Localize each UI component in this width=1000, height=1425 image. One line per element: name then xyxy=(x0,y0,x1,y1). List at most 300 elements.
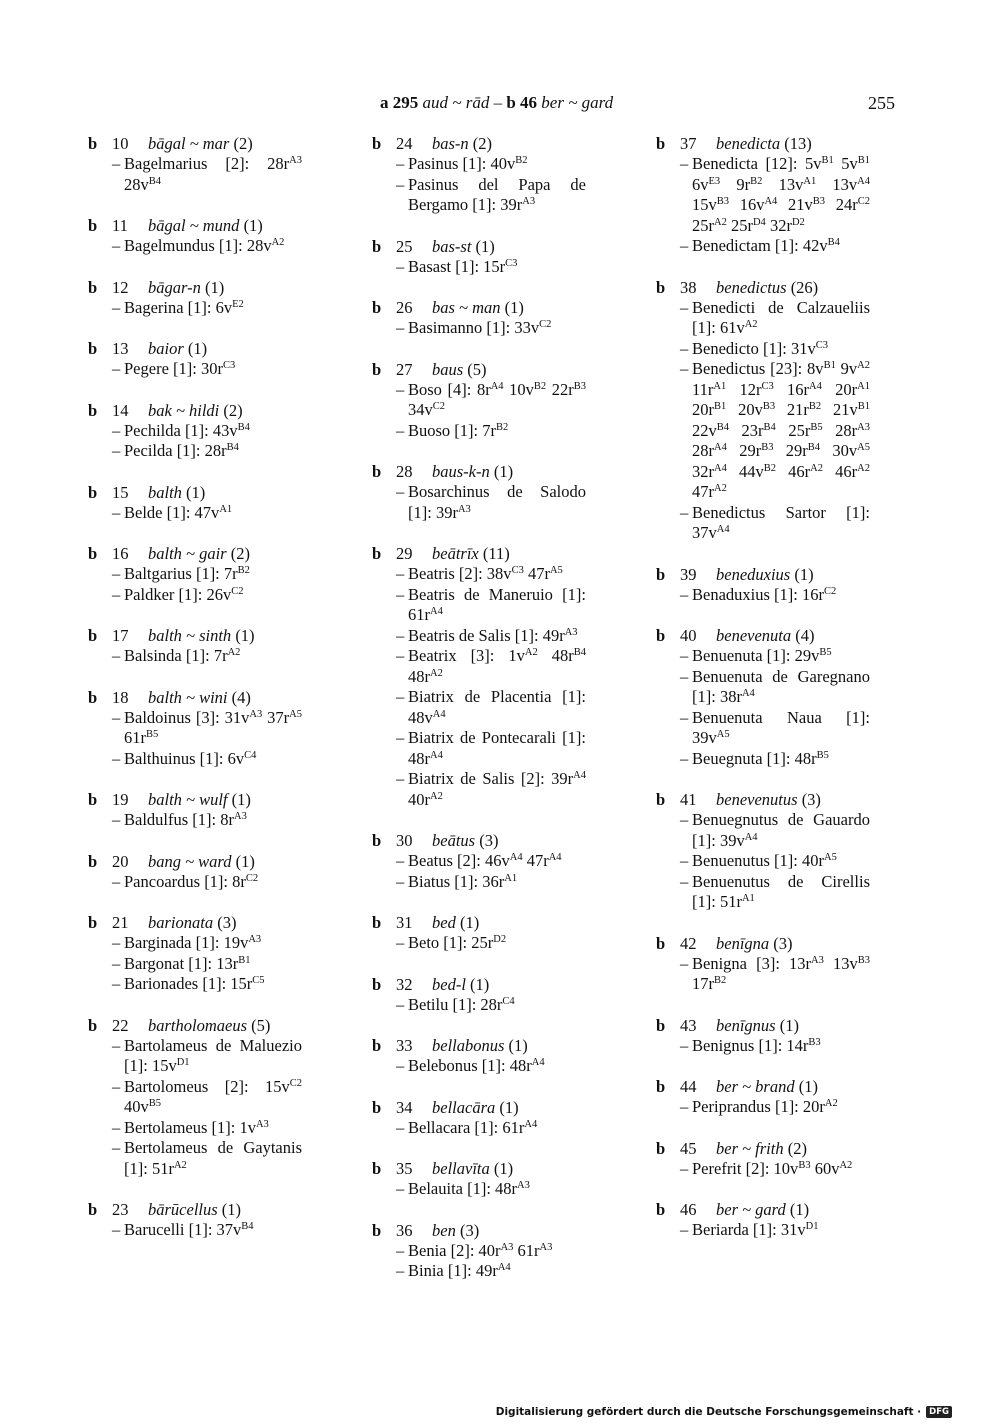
funding-footer xyxy=(496,1406,952,1418)
variant-row xyxy=(372,687,637,728)
variant-text xyxy=(124,564,302,585)
folio-superscript: B2 xyxy=(533,380,547,392)
folio-superscript: C2 xyxy=(539,319,552,330)
folio-superscript: C5 xyxy=(252,975,265,986)
folio-superscript: A1 xyxy=(504,872,518,884)
entry-count: (1) xyxy=(493,1159,514,1178)
entry-header xyxy=(88,626,353,646)
folio-superscript: C2 xyxy=(432,401,446,412)
folio-superscript: A3 xyxy=(248,934,262,945)
entry-header xyxy=(88,216,353,236)
variant-dash: – xyxy=(396,420,405,440)
entry-headword-group xyxy=(148,278,224,298)
variant-text xyxy=(692,1097,870,1118)
index-entry xyxy=(88,483,353,524)
variant-segment: 32r xyxy=(692,461,714,481)
entry-count: (3) xyxy=(801,790,821,809)
folio-superscript: B3 xyxy=(761,442,774,453)
variant-segment: 48r xyxy=(408,666,430,686)
variant-segment: Pechilda [1]: 43v xyxy=(124,420,238,440)
variant-segment: 60v xyxy=(810,1158,840,1178)
folio-superscript: A4 xyxy=(531,1057,545,1068)
entry-headword-group xyxy=(148,688,251,708)
entry-count: (1) xyxy=(186,482,206,502)
index-entry xyxy=(88,913,353,995)
variant-segment: 13v xyxy=(762,174,804,194)
variant-segment: 47r xyxy=(692,482,714,501)
entry-headword-group xyxy=(716,134,812,154)
variant-dash: – xyxy=(396,482,405,501)
variant-dash: – xyxy=(112,1138,121,1157)
entry-headword: ber ~ brand xyxy=(716,1077,795,1096)
entry-headword-group xyxy=(148,401,243,421)
folio-superscript: B5 xyxy=(819,647,832,658)
variant-dash: – xyxy=(112,236,121,255)
folio-superscript: B5 xyxy=(146,729,159,740)
variant-dash: – xyxy=(396,933,405,952)
entry-header xyxy=(372,1159,637,1179)
variant-row xyxy=(656,1097,921,1118)
folio-superscript: C2 xyxy=(857,196,870,207)
folio-superscript: D2 xyxy=(493,934,507,945)
variant-text xyxy=(408,1261,586,1282)
folio-superscript: A3 xyxy=(255,1118,269,1130)
entry-headword: balth ~ sinth xyxy=(148,626,232,645)
folio-superscript: D1 xyxy=(176,1057,190,1068)
variant-dash: – xyxy=(680,297,689,317)
variant-segment: 20r xyxy=(821,379,858,399)
variant-segment: Benedictus Sartor [1]: 37v xyxy=(692,502,870,542)
variant-dash: – xyxy=(396,687,405,706)
variant-text xyxy=(124,749,302,770)
entry-letter: b xyxy=(656,1015,666,1035)
entry-header xyxy=(656,1139,921,1159)
entry-number: 37 xyxy=(680,134,697,153)
variant-dash: – xyxy=(680,810,689,829)
entry-count: (4) xyxy=(795,626,815,645)
folio-superscript: C2 xyxy=(289,1077,302,1089)
entry-number: 41 xyxy=(680,790,697,809)
variant-dash: – xyxy=(112,748,121,768)
variant-row xyxy=(88,298,353,319)
variant-segment: Pasinus del Papa de Bergamo [1]: 39r xyxy=(408,174,586,214)
entry-count: (5) xyxy=(251,1015,271,1035)
entry-headword-group xyxy=(432,831,498,851)
folio-superscript: E3 xyxy=(708,175,721,187)
variant-text xyxy=(408,154,586,175)
entry-letter: b xyxy=(656,1138,666,1158)
variant-dash: – xyxy=(112,1076,121,1096)
index-entry xyxy=(88,790,353,831)
variant-text xyxy=(124,1077,302,1118)
entry-header xyxy=(88,544,353,564)
entry-letter: b xyxy=(372,1036,382,1055)
variant-text xyxy=(124,974,302,995)
folio-superscript: B4 xyxy=(148,175,162,187)
folio-superscript: A2 xyxy=(714,216,727,228)
variant-segment: 5v xyxy=(833,154,858,173)
variant-row xyxy=(372,175,637,216)
variant-text xyxy=(124,154,302,195)
entry-headword-group xyxy=(148,339,207,359)
folio-superscript: A3 xyxy=(517,1180,530,1191)
variant-segment: 10v xyxy=(503,379,534,399)
variant-dash: – xyxy=(112,154,121,173)
entry-count: (2) xyxy=(230,544,250,563)
variant-dash: – xyxy=(112,974,121,993)
running-header-b-head: ber ~ gard xyxy=(541,93,614,112)
entry-number: 32 xyxy=(396,974,413,994)
entry-headword-group xyxy=(716,934,793,954)
folio-superscript: B4 xyxy=(763,421,776,433)
variant-row xyxy=(88,1118,353,1139)
folio-superscript: A4 xyxy=(714,462,727,474)
entry-header xyxy=(656,1016,921,1036)
entry-letter: b xyxy=(372,831,382,850)
index-entry xyxy=(88,688,353,770)
folio-superscript: C2 xyxy=(823,585,837,597)
variant-dash: – xyxy=(396,1056,405,1075)
entry-header xyxy=(372,237,637,257)
variant-segment: 25r xyxy=(726,215,753,235)
entry-number: 45 xyxy=(680,1138,697,1158)
folio-superscript: B2 xyxy=(714,975,727,986)
folio-superscript: B2 xyxy=(750,175,763,187)
entry-count: (1) xyxy=(187,339,208,358)
folio-superscript: A4 xyxy=(497,1262,511,1273)
variant-row xyxy=(372,421,637,442)
variant-dash: – xyxy=(396,1117,405,1137)
variant-segment: 16r xyxy=(773,379,810,399)
variant-segment: Biatus [1]: 36r xyxy=(408,871,505,891)
variant-segment: 61r xyxy=(513,1240,540,1260)
variant-row xyxy=(372,851,637,872)
variant-row xyxy=(656,339,921,360)
entry-number: 11 xyxy=(112,216,128,235)
folio-superscript: B3 xyxy=(762,401,776,412)
variant-segment: 34v xyxy=(408,400,433,419)
entry-header xyxy=(372,462,637,482)
folio-superscript: C2 xyxy=(245,872,259,884)
variant-segment: Pancoardus [1]: 8r xyxy=(124,871,246,891)
entry-count: (1) xyxy=(779,1015,799,1035)
variant-dash: – xyxy=(396,174,405,194)
folio-superscript: A4 xyxy=(430,606,443,617)
variant-segment: 11r xyxy=(692,379,714,399)
entry-header xyxy=(88,483,353,503)
entry-headword: bellavīta xyxy=(432,1159,490,1178)
entry-count: (11) xyxy=(482,544,510,563)
entry-number: 33 xyxy=(396,1036,413,1055)
folio-superscript: C4 xyxy=(502,995,515,1007)
folio-superscript: A4 xyxy=(573,770,586,781)
variant-segment: Bagelmundus [1]: 28v xyxy=(124,236,272,255)
variant-segment: Benaduxius [1]: 16r xyxy=(692,584,824,604)
variant-text xyxy=(408,687,586,728)
entry-count: (2) xyxy=(787,1138,807,1158)
running-header-a: a 295 xyxy=(380,93,419,112)
entry-count: (1) xyxy=(499,1097,519,1117)
variant-text xyxy=(692,646,870,667)
entry-letter: b xyxy=(656,626,666,645)
folio-superscript: C3 xyxy=(222,360,236,371)
entry-count: (1) xyxy=(508,1036,528,1055)
variant-text xyxy=(408,851,586,872)
variant-text xyxy=(692,1036,870,1057)
entry-header xyxy=(88,401,353,421)
variant-segment: 16v xyxy=(729,195,765,214)
folio-superscript: A3 xyxy=(289,155,302,166)
variant-segment: Benedicto [1]: 31v xyxy=(692,338,816,358)
entry-headword-group xyxy=(432,913,479,933)
entry-header xyxy=(88,278,353,298)
folio-superscript: B2 xyxy=(496,421,509,433)
variant-text xyxy=(408,1056,586,1077)
entry-headword-group xyxy=(432,134,492,154)
variant-segment: Biatrix de Pontecarali [1]: 48r xyxy=(408,728,586,768)
entry-headword-group xyxy=(148,913,236,933)
entry-letter: b xyxy=(88,216,98,235)
variant-dash: – xyxy=(680,584,689,604)
variant-row xyxy=(88,749,353,770)
variant-row xyxy=(656,359,921,503)
variant-row xyxy=(656,1220,921,1241)
variant-segment: 22r xyxy=(546,379,574,399)
entry-count: (1) xyxy=(789,1200,810,1219)
variant-text xyxy=(408,769,586,810)
entry-count: (3) xyxy=(459,1220,480,1240)
variant-text xyxy=(692,851,870,872)
variant-segment: Bagelmarius [2]: 28r xyxy=(124,154,290,173)
variant-text xyxy=(692,1220,870,1241)
variant-segment: Benuenuta de Garegnano [1]: 38r xyxy=(692,666,870,706)
entry-headword: benīgna xyxy=(716,933,770,953)
folio-superscript: A4 xyxy=(432,708,446,720)
variant-row xyxy=(372,585,637,626)
variant-dash: – xyxy=(680,154,689,173)
entry-header xyxy=(656,134,921,154)
variant-text xyxy=(124,646,302,667)
entry-count: (1) xyxy=(231,790,251,809)
variant-text xyxy=(408,564,586,585)
folio-superscript: A5 xyxy=(857,442,870,453)
index-entry xyxy=(88,852,353,893)
folio-superscript: A1 xyxy=(857,380,870,392)
variant-segment: 12r xyxy=(726,379,762,399)
folio-superscript: B4 xyxy=(573,647,586,658)
entry-header xyxy=(372,360,637,380)
entry-number: 20 xyxy=(112,851,129,871)
variant-segment: 37r xyxy=(262,707,290,727)
entry-header xyxy=(372,913,637,933)
index-entry xyxy=(372,360,637,442)
folio-superscript: D2 xyxy=(791,216,805,228)
variant-text xyxy=(408,257,586,278)
entry-headword: balth ~ gair xyxy=(148,544,227,563)
variant-row xyxy=(656,1159,921,1180)
folio-superscript: C4 xyxy=(244,749,257,761)
entry-number: 27 xyxy=(396,359,413,379)
entry-count: (1) xyxy=(798,1077,818,1096)
entry-headword: benedicta xyxy=(716,134,781,153)
entry-number: 15 xyxy=(112,482,129,502)
entry-headword: bas ~ man xyxy=(432,298,501,317)
folio-superscript: A1 xyxy=(803,175,817,187)
variant-segment: Balsinda [1]: 7r xyxy=(124,646,228,665)
variant-row xyxy=(372,1056,637,1077)
index-entry xyxy=(656,626,921,769)
variant-dash: – xyxy=(680,666,689,686)
entry-number: 38 xyxy=(680,277,697,297)
entry-number: 12 xyxy=(112,277,129,297)
variant-dash: – xyxy=(396,1179,405,1198)
variant-segment: 47r xyxy=(523,564,550,583)
variant-dash: – xyxy=(396,584,405,604)
entry-headword: bāgar-n xyxy=(148,277,201,297)
folio-superscript: B4 xyxy=(237,421,250,433)
variant-row xyxy=(656,236,921,257)
variant-text xyxy=(692,503,870,544)
variant-dash: – xyxy=(112,810,121,829)
variant-segment: Benedicti de Calzaueliis [1]: 61v xyxy=(692,297,870,337)
variant-row xyxy=(656,872,921,913)
variant-row xyxy=(88,954,353,975)
entry-letter: b xyxy=(372,1159,382,1178)
folio-superscript: A4 xyxy=(809,380,822,392)
entry-number: 43 xyxy=(680,1015,697,1035)
variant-dash: – xyxy=(396,1261,405,1280)
variant-segment: Beatrix [3]: 1v xyxy=(408,646,525,665)
variant-segment: Beuegnuta [1]: 48r xyxy=(692,748,817,768)
entry-number: 30 xyxy=(396,831,413,850)
entry-letter: b xyxy=(88,277,98,297)
variant-row xyxy=(88,974,353,995)
variant-dash: – xyxy=(396,318,405,337)
variant-text xyxy=(692,359,870,503)
folio-superscript: C3 xyxy=(505,257,518,269)
entry-headword: bartholomaeus xyxy=(148,1015,247,1035)
entry-headword-group xyxy=(432,462,513,482)
variant-text xyxy=(408,1241,586,1262)
entry-count: (1) xyxy=(794,564,814,584)
variant-segment: Benuenuta [1]: 29v xyxy=(692,646,820,665)
entry-letter: b xyxy=(656,1077,666,1096)
index-entry xyxy=(372,913,637,954)
index-entry xyxy=(656,278,921,544)
variant-segment: Barginada [1]: 19v xyxy=(124,933,249,952)
folio-superscript: A5 xyxy=(549,565,563,576)
variant-segment: 17r xyxy=(692,974,714,993)
folio-superscript: A5 xyxy=(716,729,730,740)
folio-superscript: A3 xyxy=(564,626,578,638)
variant-segment: 25r xyxy=(692,215,714,235)
entry-count: (3) xyxy=(773,933,793,953)
folio-superscript: B1 xyxy=(823,360,836,371)
variant-segment: Benuenutus de Cirellis [1]: 51r xyxy=(692,871,870,911)
entry-headword: ber ~ frith xyxy=(716,1138,784,1158)
variant-row xyxy=(372,482,637,523)
variant-text xyxy=(692,154,870,236)
variant-segment: 48r xyxy=(537,646,574,665)
entry-letter: b xyxy=(372,134,382,153)
variant-segment: Beatris de Salis [1]: 49r xyxy=(408,625,565,645)
entry-headword-group xyxy=(716,1139,807,1159)
variant-dash: – xyxy=(396,564,405,583)
folio-superscript: C2 xyxy=(231,585,244,597)
entry-count: (2) xyxy=(233,134,253,153)
folio-superscript: B2 xyxy=(237,565,250,576)
dfg-logo: DFG xyxy=(926,1406,952,1418)
index-entry xyxy=(372,462,637,523)
entry-header xyxy=(88,852,353,872)
entry-letter: b xyxy=(88,400,98,420)
entry-count: (26) xyxy=(790,277,819,297)
entry-number: 22 xyxy=(112,1015,129,1035)
folio-superscript: B1 xyxy=(857,155,871,166)
variant-text xyxy=(692,298,870,339)
variant-dash: – xyxy=(396,728,405,747)
variant-row xyxy=(372,872,637,893)
variant-text xyxy=(408,380,586,421)
variant-row xyxy=(372,1241,637,1262)
entry-letter: b xyxy=(88,626,98,645)
running-header-a-head: aud ~ rād xyxy=(422,93,490,112)
variant-segment: Benedictam [1]: 42v xyxy=(692,236,828,255)
variant-row xyxy=(656,154,921,236)
entry-header xyxy=(88,1016,353,1036)
entry-header xyxy=(372,134,637,154)
variant-segment: Bargonat [1]: 13r xyxy=(124,953,239,973)
variant-dash: – xyxy=(112,441,121,460)
entry-headword-group xyxy=(148,626,255,646)
variant-text xyxy=(692,1159,870,1180)
variant-row xyxy=(656,851,921,872)
variant-row xyxy=(372,154,637,175)
variant-text xyxy=(124,708,302,749)
variant-segment: Bertolameus [1]: 1v xyxy=(124,1117,256,1137)
entry-number: 21 xyxy=(112,913,129,932)
variant-dash: – xyxy=(112,420,121,440)
entry-count: (1) xyxy=(493,462,514,481)
entry-headword: baus xyxy=(432,359,464,379)
variant-dash: – xyxy=(112,359,121,378)
entry-headword: beātus xyxy=(432,831,476,850)
folio-superscript: A4 xyxy=(509,852,523,863)
variant-row xyxy=(656,708,921,749)
variant-segment: Biatrix de Placentia [1]: 48v xyxy=(408,687,586,727)
entry-headword: ben xyxy=(432,1220,456,1240)
index-entry xyxy=(372,237,637,278)
variant-row xyxy=(372,995,637,1016)
variant-segment: Beriarda [1]: 31v xyxy=(692,1220,806,1239)
variant-dash: – xyxy=(112,646,121,665)
variant-dash: – xyxy=(396,871,405,891)
folio-superscript: A3 xyxy=(811,954,824,966)
variant-text xyxy=(692,872,870,913)
entry-number: 16 xyxy=(112,544,129,563)
folio-superscript: A4 xyxy=(430,749,443,761)
entry-headword: benedictus xyxy=(716,277,787,297)
variant-row xyxy=(372,933,637,954)
variant-text xyxy=(124,585,302,606)
entry-number: 18 xyxy=(112,687,129,707)
entry-headword: bang ~ ward xyxy=(148,851,232,871)
variant-text xyxy=(124,872,302,893)
variant-segment: Paldker [1]: 26v xyxy=(124,584,232,604)
variant-dash: – xyxy=(680,871,689,891)
variant-row xyxy=(372,728,637,769)
entry-count: (1) xyxy=(204,277,225,297)
